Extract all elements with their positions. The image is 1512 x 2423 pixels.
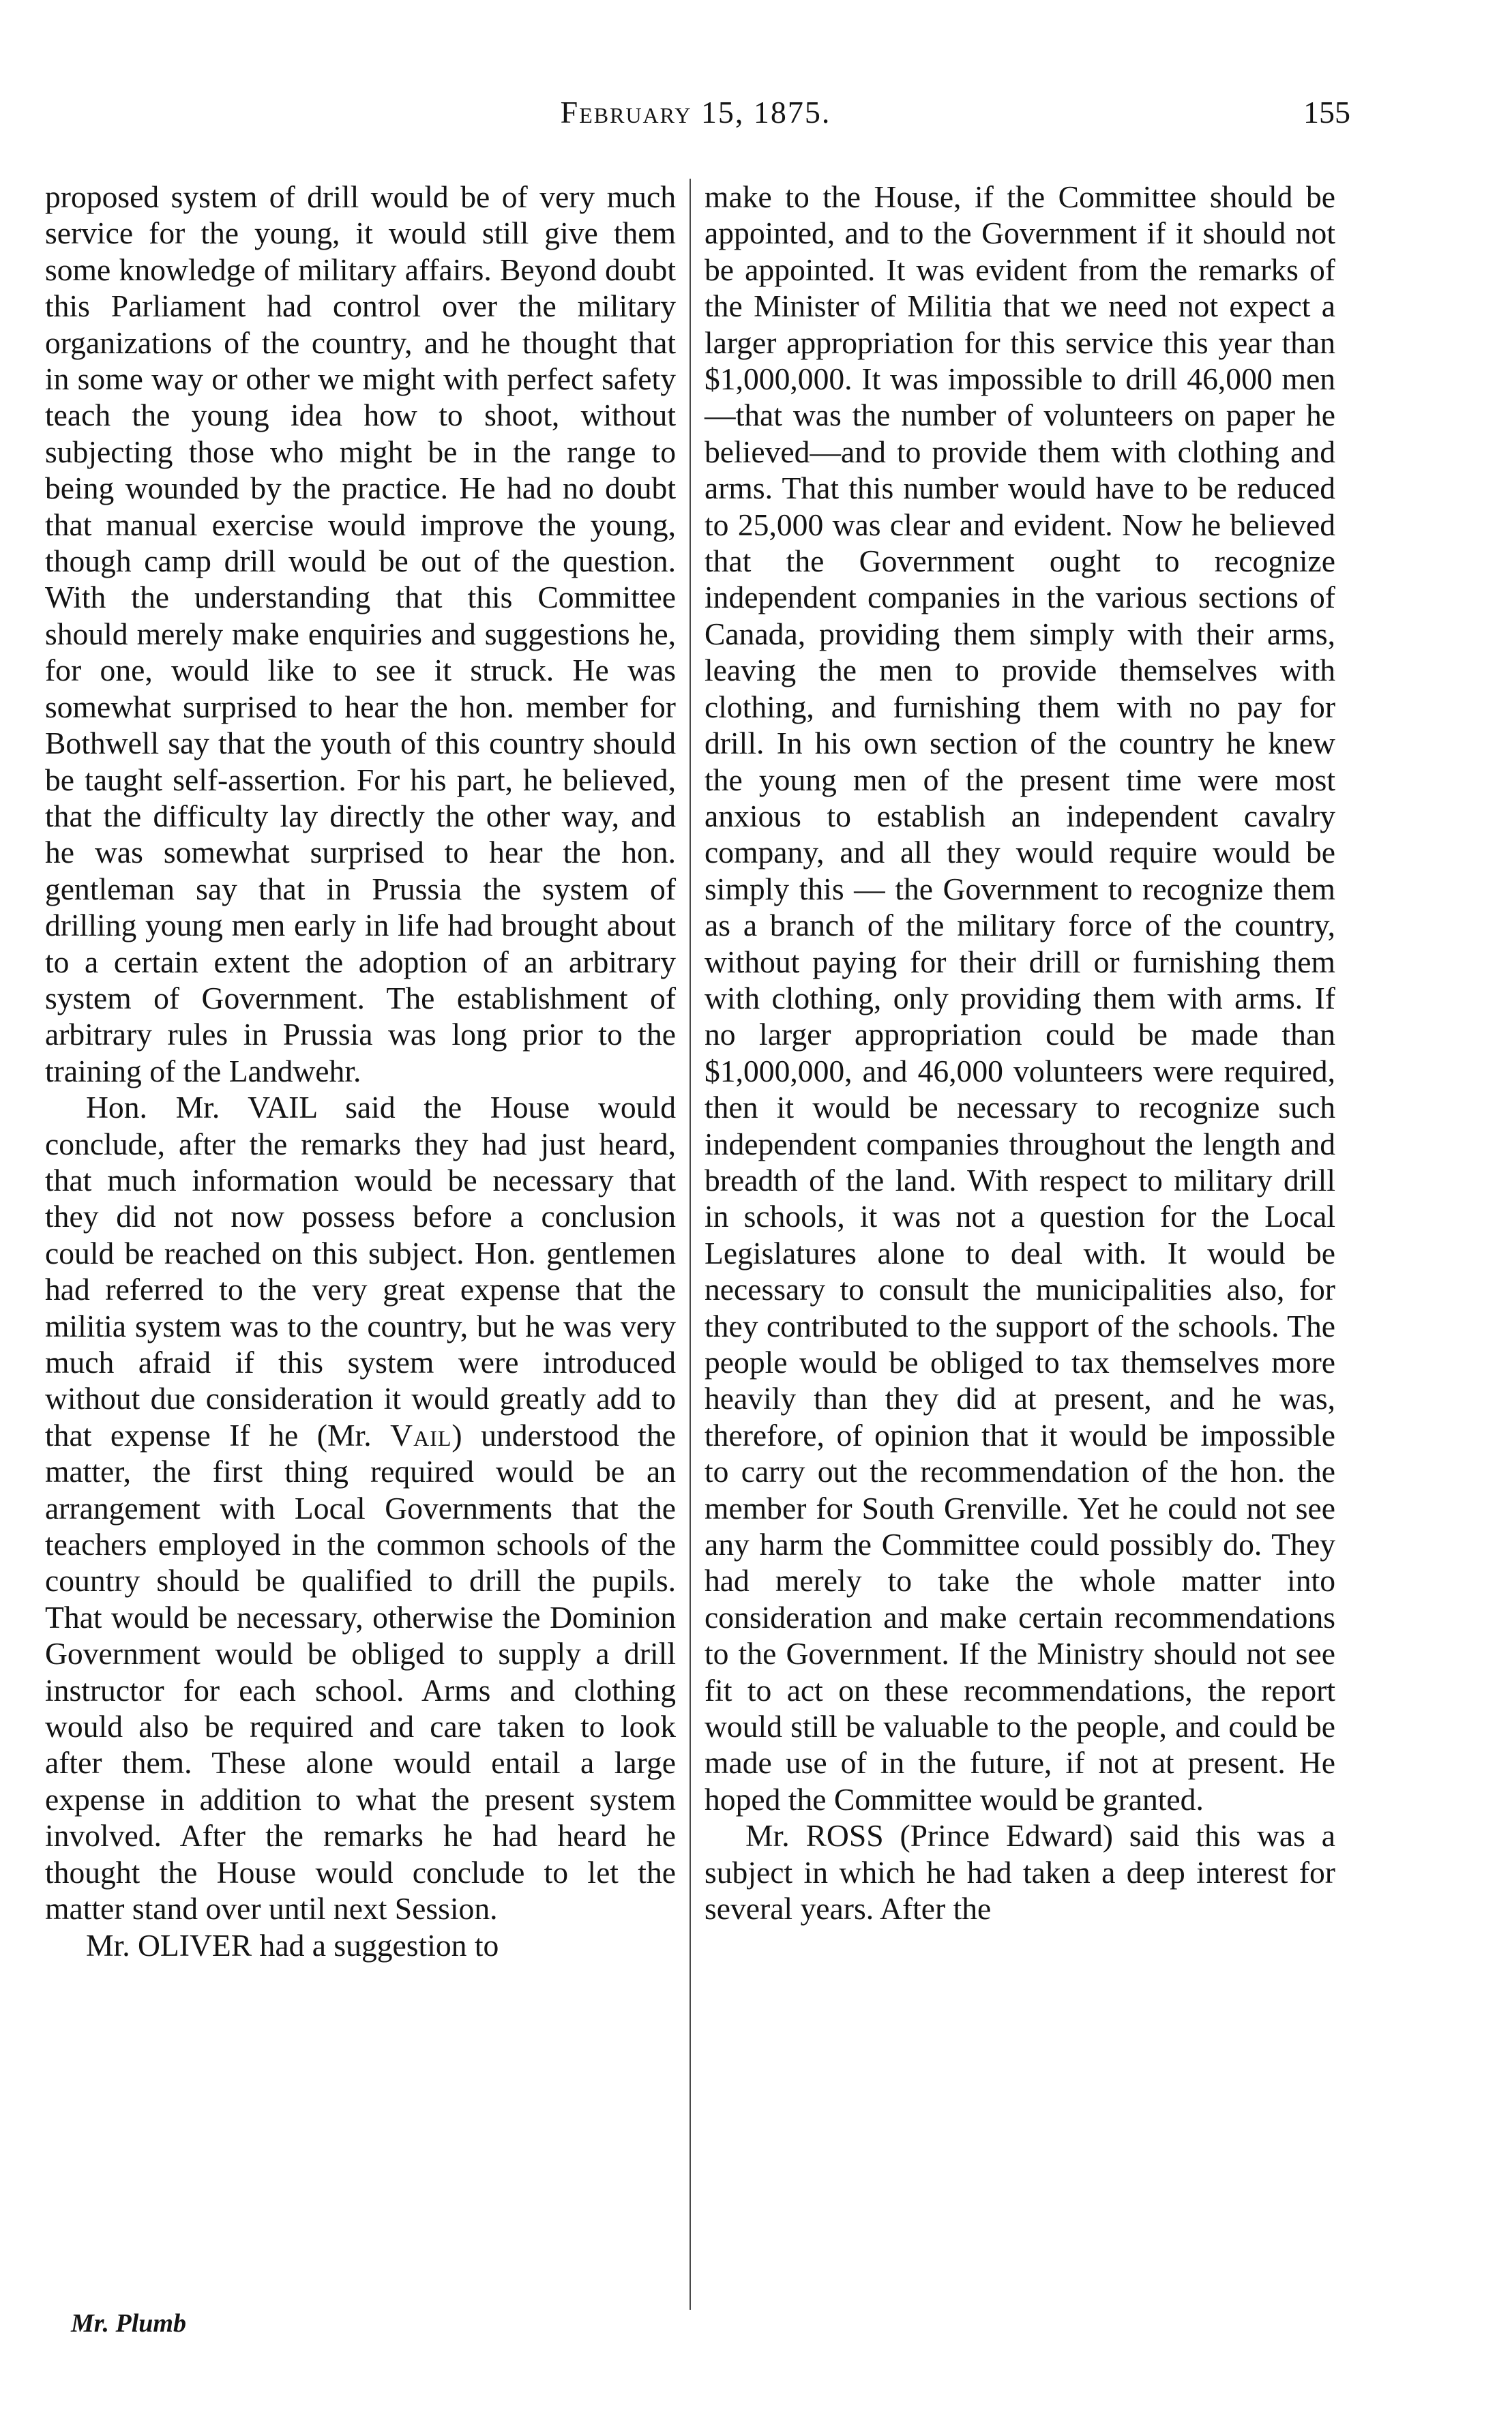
- left-paragraph-3: Mr. OLIVER had a suggestion to: [86, 1927, 499, 1963]
- footer-speaker: Mr. Plumb: [71, 2309, 186, 2338]
- page-header: [41, 94, 1350, 135]
- speaker-name-smallcaps: Vail: [390, 1417, 452, 1453]
- left-paragraph-2-part-b: ) understood the matter, the first thing required would be an arrangement with Local Governments that the teachers employed in the common schools of the country should be qualified to drill the pupils. That would be necessary, otherwise the Dominion Government would be obliged to supply a drill instructor for each school. Arms and clothing would also be required and care taken to look after them. These alone would entail a large expense in addition to what the present system involved. After the remarks he had heard he thought the House would conclude to let the matter stand over until next Session.: [45, 1417, 676, 1927]
- right-paragraph-2: Mr. ROSS (Prince Edward) said this was a subject in which he had taken a deep interest for several years. After the: [705, 1818, 1335, 1927]
- left-paragraph-1: proposed system of drill would be of very much service for the young, it would still give them some knowledge of military affairs. Beyond doubt this Parliament had control over the military organizations of the country, and he thought that in some way or other we might with perfect safety teach the young idea how to shoot, without subjecting those who might be in the range to being wounded by the practice. He had no doubt that manual exercise would improve the young, though camp drill would be out of the question. With the understanding that this Committee should merely make enquiries and suggestions he, for one, would like to see it struck. He was somewhat surprised to hear the hon. member for Bothwell say that the youth of this country should be taught self-assertion. For his part, he believed, that the difficulty lay directly the other way, and he was somewhat surprised to hear the hon. gentleman say that in Prussia the system of drilling young men early in life had brought about to a certain extent the adoption of an arbitrary system of Government. The establishment of arbitrary rules in Prussia was long prior to the training of the Landwehr.: [45, 179, 676, 1088]
- left-paragraph-2-part-a: Hon. Mr. VAIL said the House would conclude, after the remarks they had just heard, that much information would be necessary that they did not now possess before a conclusion could be reached on this subject. Hon. gentlemen had referred to the very great expense that the militia system was to the country, but he was very much afraid if this system were introduced without due consideration it would greatly add to that expense If he (Mr.: [45, 1090, 676, 1453]
- left-column: [45, 179, 676, 2320]
- column-divider: [690, 179, 691, 2310]
- page-number: 155: [1303, 95, 1350, 130]
- page-date: February 15, 1875.: [560, 95, 831, 130]
- right-column: [705, 179, 1335, 2320]
- left-paragraph-2: [45, 1089, 676, 1927]
- right-paragraph-1: make to the House, if the Committee should be appointed, and to the Government if it should not be appointed. It was evident from the remarks of the Minister of Militia that we need not expect a larger appropriation for this service this year than $1,000,000. It was impossible to drill 46,000 men—that was the number of volunteers on paper he believed—and to provide them with clothing and arms. That this number would have to be reduced to 25,000 was clear and evident. Now he believed that the Government ought to recognize independent companies in the various sections of Canada, providing them simply with their arms, leaving the men to provide themselves with clothing, and furnishing them with no pay for drill. In his own section of the country he knew the young men of the present time were most anxious to establish an independent cavalry company, and all they would require would be simply this — the Government to recognize them as a branch of the military force of the country, without paying for their drill or furnishing them with clothing, only providing them with arms. If no larger appropriation could be made than $1,000,000, and 46,000 volunteers were required, then it would be necessary to recognize such independent companies throughout the length and breadth of the land. With respect to military drill in schools, it was not a question for the Local Legislatures alone to deal with. It would be necessary to consult the municipalities also, for they contributed to the support of the schools. The people would be obliged to tax themselves more heavily than they did at present, and he was, therefore, of opinion that it would be impossible to carry out the recommendation of the hon. the member for South Grenville. Yet he could not see any harm the Committee could possibly do. They had merely to take the whole matter into consideration and make certain recommendations to the Government. If the Ministry should not see fit to act on these recommendations, the report would still be valuable to the people, and could be made use of in the future, if not at present. He hoped the Committee would be granted.: [705, 179, 1335, 1817]
